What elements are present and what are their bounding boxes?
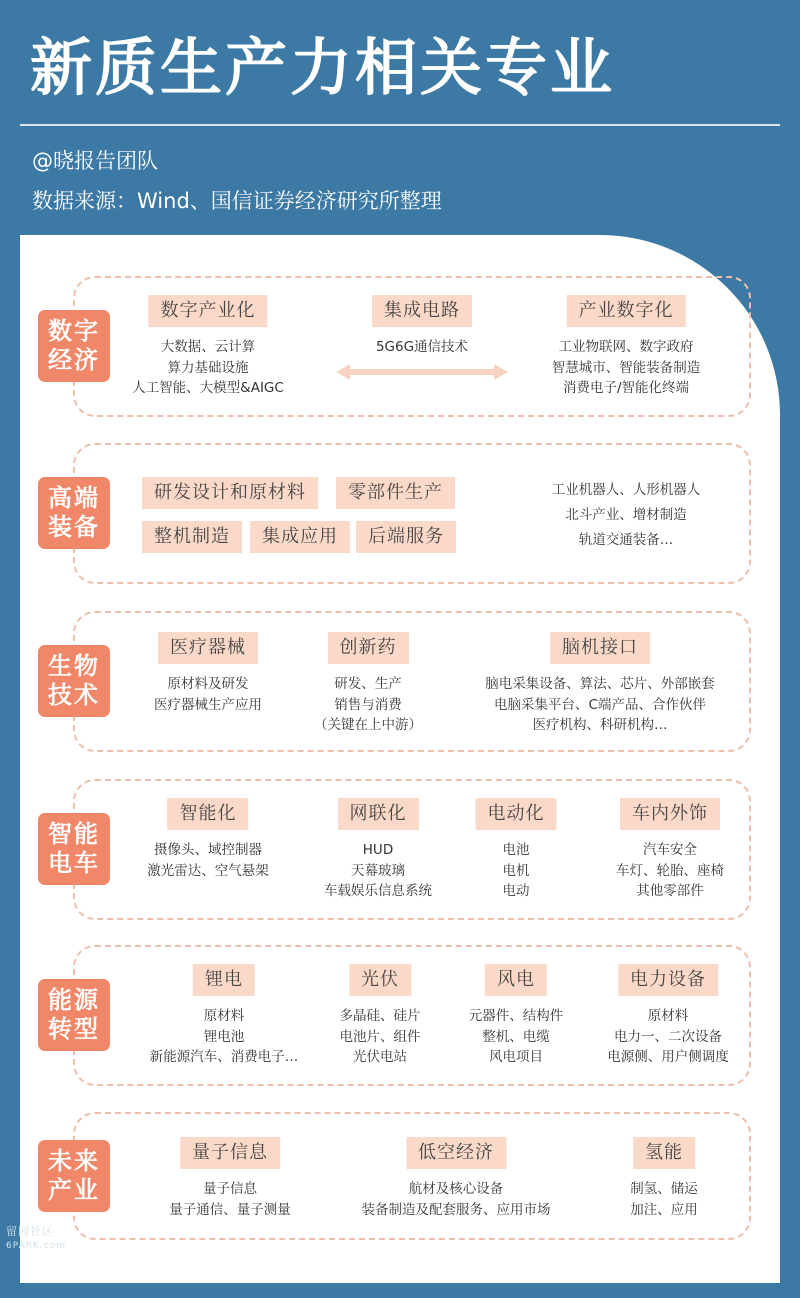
category-tag: 智能化 (168, 798, 249, 830)
list-item: 车载娱乐信息系统 (324, 883, 432, 899)
column-intelligent (147, 798, 269, 881)
section-badge-future-industries (38, 1140, 110, 1212)
section-badge-smart-ev (38, 813, 110, 885)
list-item: 激光雷达、空气悬架 (147, 862, 269, 879)
list-item: 原材料及研发 (167, 676, 249, 692)
category-tag: 量子信息 (180, 1137, 280, 1169)
list-item: 加注、应用 (630, 1201, 698, 1218)
list-item: 原材料 (203, 1008, 245, 1024)
list-item: 脑电采集设备、算法、芯片、外部嵌套 (485, 676, 715, 692)
list-item: 人工智能、大模型&AIGC (132, 380, 284, 396)
list-item: 医疗机构、科研机构… (532, 717, 668, 733)
category-tag: 医疗器械 (158, 632, 258, 664)
badge-label: 生物 技术 (48, 652, 100, 709)
column-hydrogen-energy (630, 1137, 698, 1220)
list-item: 电机 (502, 862, 530, 879)
section-badge-high-end-equipment (38, 477, 110, 549)
equipment-examples (552, 478, 701, 553)
column-innovative-drugs (314, 632, 422, 736)
list-item: 电力一、二次设备 (614, 1028, 722, 1045)
badge-label: 未来 产业 (48, 1147, 100, 1204)
list-item: 医疗器械生产应用 (154, 696, 262, 713)
list-item: 锂电池 (203, 1028, 245, 1045)
badge-label: 智能 电车 (48, 820, 100, 877)
category-tag: 脑机接口 (550, 632, 650, 664)
category-tag: 后端服务 (356, 521, 456, 553)
list-item: HUD (362, 842, 394, 858)
list-item: 汽车安全 (643, 842, 697, 858)
category-tag: 整机制造 (142, 521, 242, 553)
list-item: 量子通信、量子测量 (169, 1201, 291, 1218)
column-photovoltaic (340, 964, 421, 1068)
page-title: 新质生产力相关专业 (30, 31, 616, 104)
category-tag: 集成电路 (372, 295, 472, 327)
section-badge-energy-transition (38, 979, 110, 1051)
list-item: 航材及核心设备 (408, 1181, 504, 1197)
section-badge-digital-economy (38, 310, 110, 382)
list-item: 工业机器人、人形机器人 (551, 482, 701, 498)
list-item: 装备制造及配套服务、应用市场 (361, 1201, 551, 1218)
column-connected (324, 798, 432, 902)
category-tag: 低空经济 (406, 1137, 506, 1169)
watermark-url: 6PARK.com (6, 1241, 66, 1251)
list-item: 电源侧、用户侧调度 (607, 1049, 729, 1065)
list-item: 多晶硅、硅片 (339, 1008, 421, 1024)
list-item: 销售与消费 (334, 696, 402, 713)
list-item: 制氢、储运 (630, 1181, 698, 1197)
column-interior-exterior (616, 798, 724, 902)
section-badge-biotech (38, 645, 110, 717)
list-item: 量子信息 (203, 1181, 257, 1197)
column-brain-computer-interface (485, 632, 715, 736)
list-item: 北斗产业、增材制造 (565, 507, 687, 523)
category-tag: 车内外饰 (620, 798, 720, 830)
category-tag: 集成应用 (250, 521, 350, 553)
list-item: 风电项目 (489, 1049, 543, 1065)
column-industrial-digitalization (552, 295, 701, 399)
column-integrated-circuit (372, 295, 472, 358)
list-item: 天幕玻璃 (351, 862, 405, 879)
category-tag: 网联化 (338, 798, 419, 830)
watermark-text: 留园社区 (6, 1225, 54, 1238)
list-item: 5G6G通信技术 (375, 339, 469, 355)
list-item: 大数据、云计算 (160, 339, 256, 355)
category-tag: 数字产业化 (148, 295, 267, 327)
source-line: 数据来源：Wind、国信证券经济研究所整理 (32, 189, 442, 213)
double-arrow-icon (336, 363, 508, 381)
column-low-altitude-economy (362, 1137, 551, 1220)
category-tag: 创新药 (328, 632, 409, 664)
list-item: 工业物联网、数字政府 (558, 339, 694, 355)
list-item: 研发、生产 (334, 676, 402, 692)
list-item: 整机、电缆 (482, 1028, 550, 1045)
list-item: 原材料 (647, 1008, 689, 1024)
column-wind-power (469, 964, 564, 1068)
list-item: 消费电子/智能化终端 (562, 380, 690, 396)
list-item: 轨道交通装备… (578, 532, 674, 548)
category-tag: 风电 (485, 964, 547, 996)
category-tag: 氢能 (633, 1137, 695, 1169)
list-item: 其他零部件 (636, 883, 704, 899)
category-tag: 产业数字化 (567, 295, 686, 327)
category-tag: 研发设计和原材料 (142, 477, 318, 509)
badge-label: 数字 经济 (48, 317, 100, 374)
column-electrified (476, 798, 557, 902)
list-item: 电池 (502, 842, 530, 858)
list-item: 电池片、组件 (339, 1028, 421, 1045)
title-divider (20, 124, 780, 126)
column-quantum-information (169, 1137, 291, 1220)
category-tag: 锂电 (193, 964, 255, 996)
badge-label: 高端 装备 (48, 484, 100, 541)
list-item: 元器件、结构件 (468, 1008, 564, 1024)
list-item: 光伏电站 (353, 1049, 407, 1065)
list-item: 新能源汽车、消费电子… (149, 1049, 299, 1065)
list-item: 智慧城市、智能装备制造 (551, 359, 701, 376)
list-item: 摄像头、域控制器 (154, 842, 262, 858)
column-digital-industrialization (132, 295, 284, 399)
category-tag: 光伏 (349, 964, 411, 996)
column-medical-devices (154, 632, 262, 715)
list-item: 电动 (502, 883, 530, 899)
badge-label: 能源 转型 (48, 986, 100, 1043)
list-item: 电脑采集平台、C端产品、合作伙伴 (494, 696, 706, 713)
column-lithium-battery (150, 964, 299, 1068)
category-tag: 零部件生产 (336, 477, 455, 509)
column-power-equipment (607, 964, 729, 1068)
list-item: 车灯、轮胎、座椅 (616, 862, 724, 879)
list-item: 算力基础设施 (167, 359, 249, 376)
category-tag: 电力设备 (618, 964, 718, 996)
category-tag: 电动化 (476, 798, 557, 830)
author-line: @晓报告团队 (32, 149, 158, 173)
list-item: （关键在上中游） (314, 717, 422, 733)
